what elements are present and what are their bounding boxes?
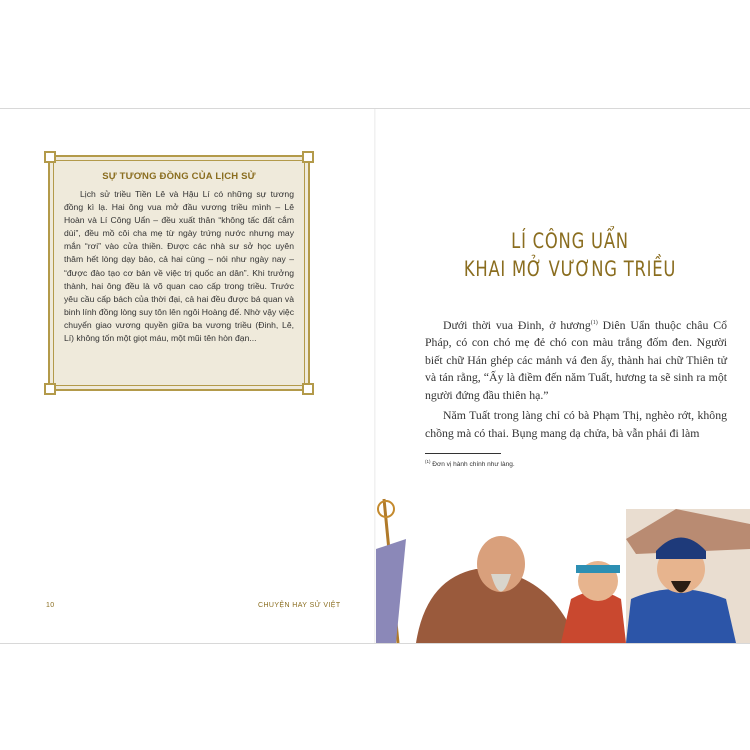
footnote-mark: (1) [425, 459, 431, 465]
text: Dưới thời vua Đinh, ở hương [443, 317, 591, 332]
corner-ornament [44, 383, 56, 395]
boy-headband [576, 565, 620, 573]
title-line-1: LÍ CÔNG UẨN [511, 229, 629, 253]
text: Diên Uẩn thuộc châu Cổ Pháp, có con chó mẹ đẻ chó con màu trắng đốm đen. Người biết chữ Hán ghép các mảnh vá đen ấy, thành hai chữ Thiên tử và tán rằng, “Ấy là điềm đến năm Tuất, hương ta sẽ sinh ra một người đứng đầu thiên hạ.” [425, 317, 727, 402]
page-number: 10 [46, 602, 55, 609]
box-title: SỰ TƯƠNG ĐỒNG CỦA LỊCH SỬ [102, 171, 256, 182]
banner [376, 539, 406, 643]
illustration [376, 469, 750, 643]
paragraph [425, 315, 727, 404]
official-robe [626, 589, 736, 643]
corner-ornament [44, 151, 56, 163]
chapter-flow [425, 315, 727, 470]
corner-ornament [302, 383, 314, 395]
footnote-ref: (1) [590, 320, 598, 326]
title-line-2: KHAI MỞ VƯƠNG TRIỀU [463, 257, 677, 281]
box-text: Lịch sử triều Tiền Lê và Hậu Lí có những sự tương đồng kì lạ. Hai ông vua mở đầu vương triều mình – Lê Hoàn và Lí Công Uẩn – đều xuất thân “không tấc đất cắm dùi”, đều mồ côi cha mẹ từ ngày trứng nước nhưng may mắn “rơi” vào cửa thiền. Được các nhà sư sở học uyên thâm hết lòng dạy bảo, cả hai cùng – nói như ngày nay – “được đào tạo cơ bản về việc trị quốc an dân”. Khi trưởng thành, hai ông đều là võ quan cao cấp trong triều. Trước yêu cầu cấp bách của thời đại, cả hai đều được bá quan và binh lính đồng lòng suy tôn lên ngôi Hoàng đế. Nhờ vậy việc chuyển giao vương quyền giữa ba vương triều (Đinh, Lê, Lí) không tốn một giọt máu, một mũi tên hòn đạn... [64, 189, 294, 344]
footnote-divider [425, 453, 501, 454]
corner-ornament [302, 151, 314, 163]
sidebar-box [48, 155, 310, 391]
chapter-body [425, 315, 727, 445]
footnote-text: Đơn vị hành chính như làng. [430, 461, 515, 469]
chapter-title [453, 227, 687, 283]
book-spread [0, 108, 750, 644]
paragraph: Năm Tuất trong làng chỉ có bà Phạm Thị, nghèo rớt, không chồng mà có thai. Bụng mang dạ chửa, bà vẫn phải đi làm [425, 408, 727, 440]
footnote [425, 457, 727, 469]
running-title: CHUYỆN HAY SỬ VIỆT [258, 602, 341, 609]
